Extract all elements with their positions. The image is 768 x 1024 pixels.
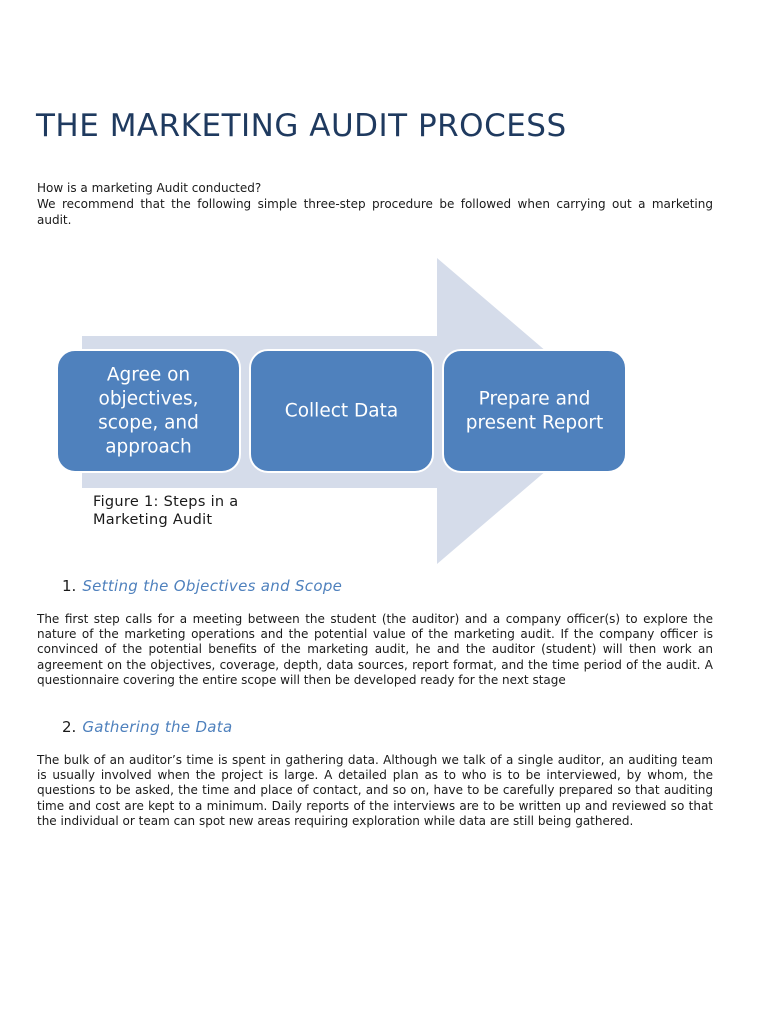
step-label-line: objectives, bbox=[98, 388, 199, 410]
page-title: THE MARKETING AUDIT PROCESS bbox=[36, 108, 567, 144]
intro-question: How is a marketing Audit conducted? bbox=[37, 181, 262, 195]
step-label-line: present Report bbox=[465, 412, 604, 434]
step-label-line: Collect Data bbox=[284, 400, 399, 422]
step-label-line: Agree on bbox=[106, 364, 191, 386]
step-label-line: Prepare and bbox=[478, 388, 591, 410]
section-heading-1 bbox=[62, 577, 342, 595]
section-number: 2. bbox=[62, 718, 77, 736]
step-box-3 bbox=[443, 350, 626, 472]
step-label-line: scope, and bbox=[98, 412, 199, 434]
step-label-2 bbox=[285, 401, 398, 422]
figure-caption bbox=[93, 493, 313, 529]
section-body-1: The first step calls for a meeting between the student (the auditor) and a company officer(s) to explore the nature of the marketing operations and the potential value of the marketing audit. If the company officer is convinced of the potential benefits of the marketing audit, he and the auditor (student) will then work an agreement on the objectives, coverage, depth, data sources, report format, and the time period of the audit. A questionnaire covering the entire scope will then be developed ready for the next stage bbox=[37, 612, 713, 687]
section-title: Setting the Objectives and Scope bbox=[82, 577, 343, 595]
step-label-line: approach bbox=[105, 436, 192, 458]
figure-caption-line: Marketing Audit bbox=[93, 512, 213, 528]
section-number: 1. bbox=[62, 577, 77, 595]
intro-recommendation: We recommend that the following simple three-step procedure be followed when carrying out a marketing audit. bbox=[37, 197, 713, 227]
section-body-2: The bulk of an auditor’s time is spent in gathering data. Although we talk of a single auditor, an auditing team is usually involved when the project is large. A detailed plan as to who is to be interviewed, by whom, the questions to be asked, the time and place of contact, and so on, have to be carefully prepared so that auditing time and cost are kept to a minimum. Daily reports of the interviews are to be written up and reviewed so that the individual or team can spot new areas requiring exploration while data are still being gathered. bbox=[37, 753, 713, 828]
figure-caption-line: Figure 1: Steps in a bbox=[93, 494, 239, 510]
section-heading-2 bbox=[62, 718, 232, 736]
section-title: Gathering the Data bbox=[82, 718, 233, 736]
